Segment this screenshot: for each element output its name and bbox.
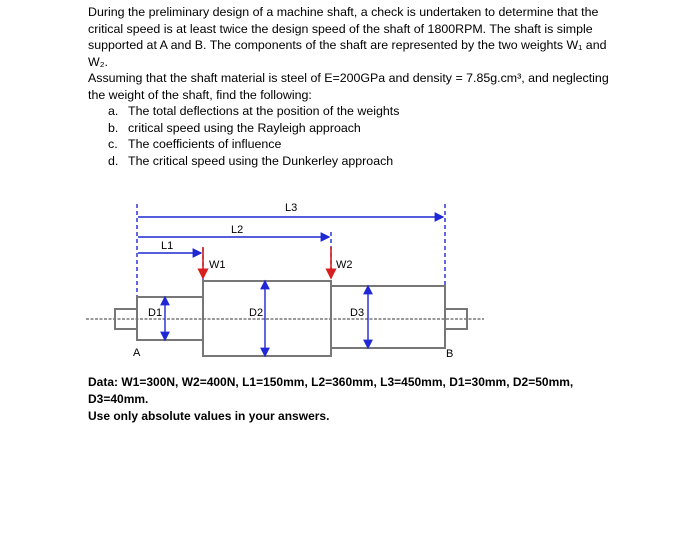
label-w2: W2 xyxy=(336,259,353,271)
task-item-a: a. The total deflections at the position of the weights xyxy=(108,104,400,118)
task-item-b: b. critical speed using the Rayleigh approach xyxy=(108,120,361,135)
data-values: Data: W1=300N, W2=400N, L1=150mm, L2=360mm, L3=450mm, D1=30mm, D2=50mm, D3=40mm. xyxy=(88,375,574,406)
support-label-b: B xyxy=(446,348,454,360)
label-d3: D3 xyxy=(350,307,365,319)
label-l2: L2 xyxy=(231,224,244,236)
task-item-d: d. The critical speed using the Dunkerley approach xyxy=(108,153,394,168)
label-d1: D1 xyxy=(148,307,163,319)
label-l1: L1 xyxy=(161,240,174,252)
label-l3: L3 xyxy=(285,202,298,214)
task-item-c: c. The coefficients of influence xyxy=(108,137,282,151)
support-label-a: A xyxy=(133,347,141,359)
label-d2: D2 xyxy=(249,307,264,319)
problem-intro: During the preliminary design of a machine shaft, a check is undertaken to determine that the critical speed is at least twice the design speed of the shaft of 1800RPM. The shaft is simple supported at A and B. The components of the shaft are represented by the two weights W₁ and W₂. xyxy=(88,5,607,69)
label-w1: W1 xyxy=(209,259,226,271)
problem-assumption: Assuming that the shaft material is steel of E=200GPa and density = 7.85g.cm³, and neglecting the weight of the shaft, find the following: xyxy=(88,71,609,102)
data-note: Use only absolute values in your answers. xyxy=(88,409,330,423)
given-data xyxy=(88,374,608,425)
